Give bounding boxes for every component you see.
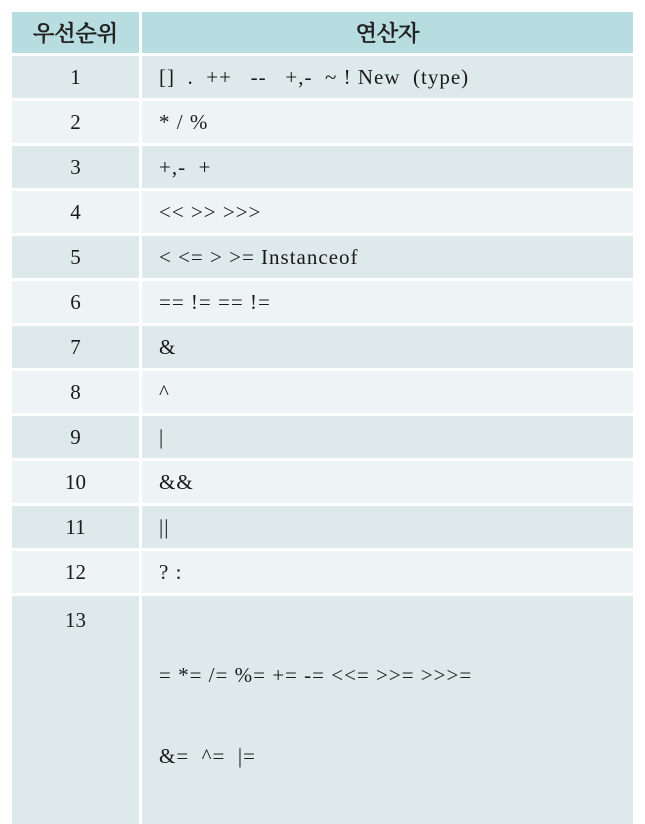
operator-cell: +,- +	[142, 143, 633, 188]
header-priority: 우선순위	[12, 12, 142, 53]
operator-cell: &&	[142, 458, 633, 503]
table-row	[12, 503, 633, 548]
operator-cell: &	[142, 323, 633, 368]
priority-cell: 4	[12, 188, 142, 233]
table-row	[12, 413, 633, 458]
header-operator: 연산자	[142, 12, 633, 53]
table-row	[12, 323, 633, 368]
operator-cell: ? :	[142, 548, 633, 593]
priority-cell: 5	[12, 233, 142, 278]
table-row	[12, 548, 633, 593]
operator-cell: == != == !=	[142, 278, 633, 323]
priority-cell: 8	[12, 368, 142, 413]
priority-cell: 2	[12, 98, 142, 143]
priority-cell: 10	[12, 458, 142, 503]
table-row	[12, 143, 633, 188]
table-row	[12, 278, 633, 323]
operator-cell: |	[142, 413, 633, 458]
operator-cell: < <= > >= Instanceof	[142, 233, 633, 278]
table-row	[12, 53, 633, 98]
priority-cell: 9	[12, 413, 142, 458]
table-row	[12, 98, 633, 143]
priority-cell: 7	[12, 323, 142, 368]
table-row	[12, 458, 633, 503]
priority-cell: 11	[12, 503, 142, 548]
table-row	[12, 233, 633, 278]
operator-cell	[142, 593, 633, 824]
operator-precedence-table-container	[12, 12, 633, 824]
operator-cell: ^	[142, 368, 633, 413]
operator-cell: << >> >>>	[142, 188, 633, 233]
operator-cell: ||	[142, 503, 633, 548]
operator-precedence-table	[12, 12, 633, 824]
operator-line: = *= /= %= += -= <<= >>= >>>=	[159, 663, 473, 687]
priority-cell: 13	[12, 593, 142, 824]
priority-cell: 3	[12, 143, 142, 188]
table-row	[12, 368, 633, 413]
operator-cell: [] . ++ -- +,- ~ ! New (type)	[142, 53, 633, 98]
table-header-row	[12, 12, 633, 53]
priority-cell: 1	[12, 53, 142, 98]
operator-cell: * / %	[142, 98, 633, 143]
priority-cell: 6	[12, 278, 142, 323]
operator-line: &= ^= |=	[159, 744, 256, 768]
table-row	[12, 188, 633, 233]
priority-cell: 12	[12, 548, 142, 593]
table-row	[12, 593, 633, 824]
